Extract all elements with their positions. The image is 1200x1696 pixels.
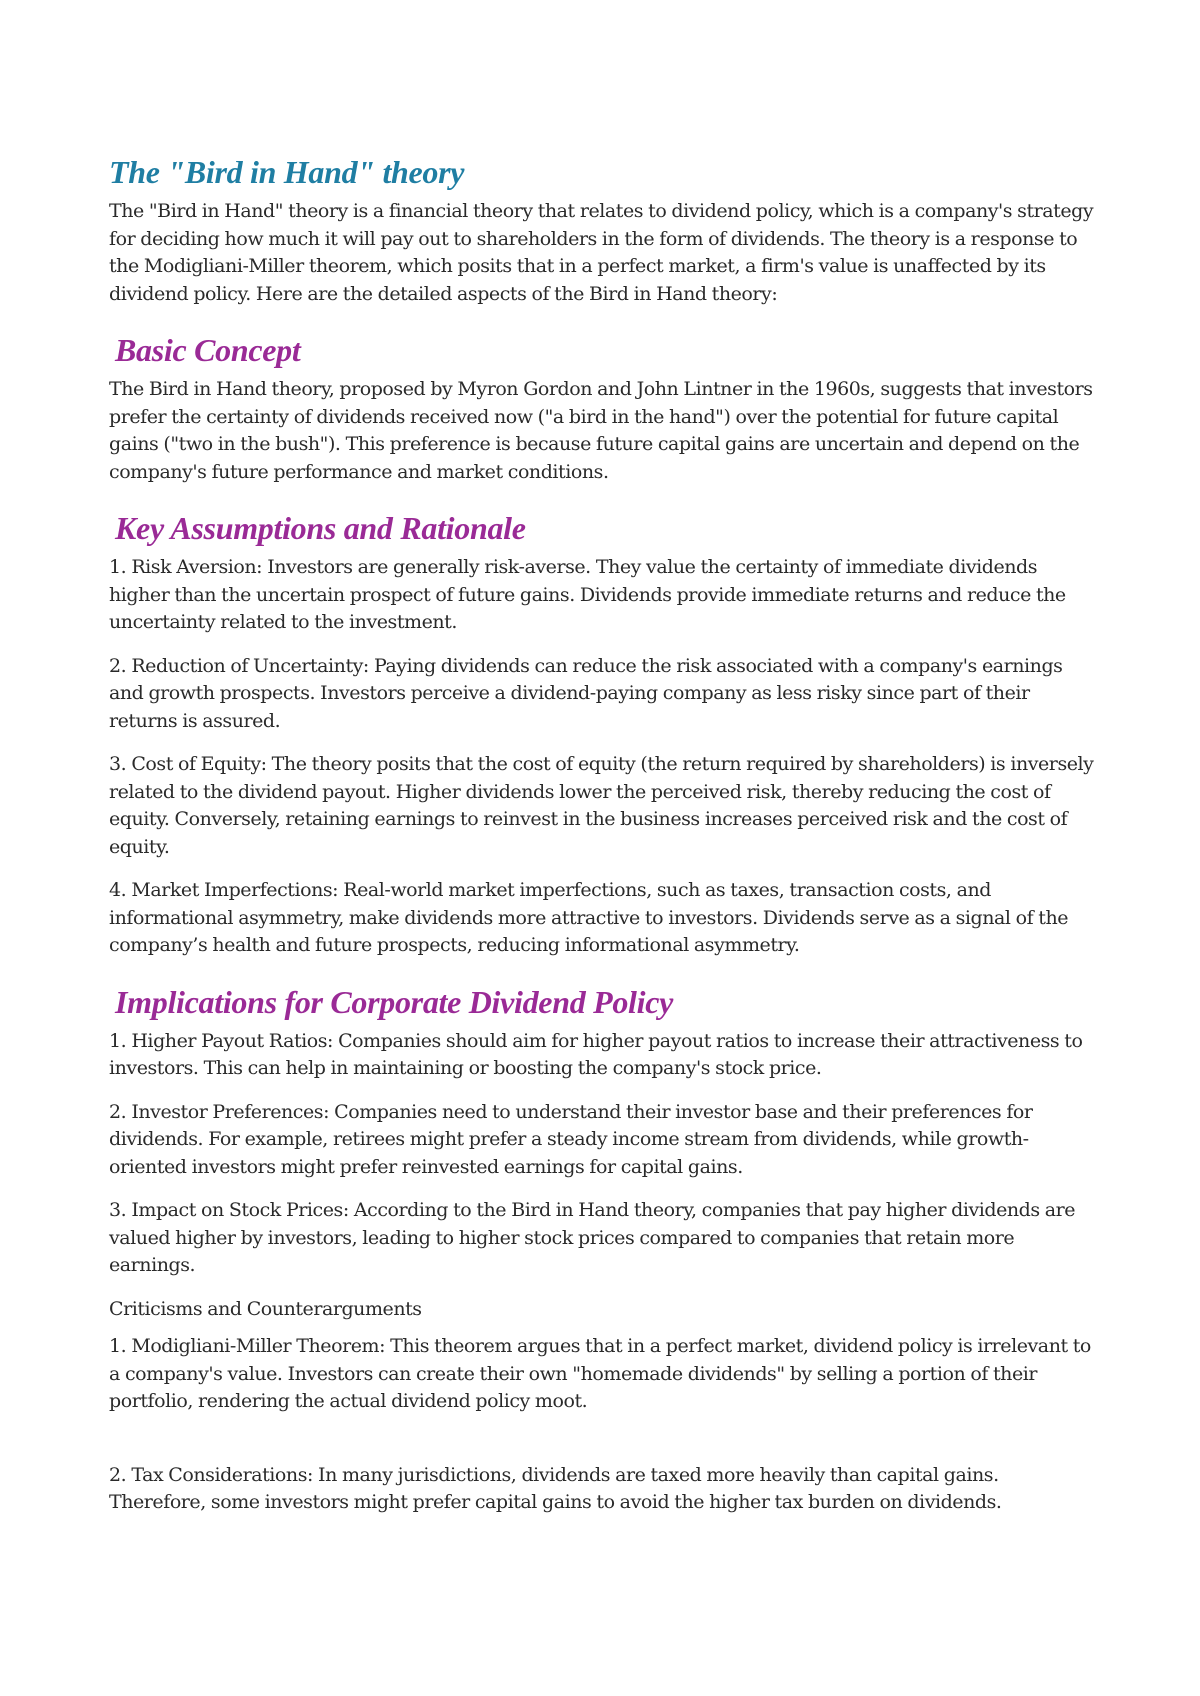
criticism-tax-considerations: 2. Tax Considerations: In many jurisdictions, dividends are taxed more heavily than capital gains. Therefore, some investors might prefer capital gains to avoid the higher tax burden on dividends.: [109, 1463, 1002, 1513]
implication-investor-preferences: 2. Investor Preferences: Companies need to understand their investor base and their preferences for dividends. For example, retirees might prefer a steady income stream from dividends, while growth-oriented investors might prefer reinvested earnings for capital gains.: [109, 1100, 1033, 1178]
criticisms-label: Criticisms and Counterarguments: [109, 1297, 422, 1320]
heading-key-assumptions: Key Assumptions and Rationale: [115, 510, 526, 546]
assumption-market-imperfections: 4. Market Imperfections: Real-world market imperfections, such as taxes, transaction costs, and informational asymmetry, make dividends more attractive to investors. Dividends serve as a signal of the company’s health and future prospects, reducing informational asymmetry.: [109, 879, 1069, 956]
assumption-risk-aversion: 1. Risk Aversion: Investors are generally risk-averse. They value the certainty of immediate dividends higher than the uncertain prospect of future gains. Dividends provide immediate returns and reduce the uncertainty related to the investment.: [109, 556, 1066, 633]
assumption-cost-of-equity: 3. Cost of Equity: The theory posits that the cost of equity (the return required by shareholders) is inversely related to the dividend payout. Higher dividends lower the perceived risk, thereby reducing the cost of equity. Conversely, retaining earnings to reinvest in the business increases perceived risk and the cost of equity.: [109, 753, 1094, 858]
implication-stock-prices: 3. Impact on Stock Prices: According to the Bird in Hand theory, companies that pay higher dividends are valued higher by investors, leading to higher stock prices compared to companies that retain more earnings.: [109, 1199, 1076, 1276]
criticism-modigliani-miller: 1. Modigliani-Miller Theorem: This theorem argues that in a perfect market, dividend policy is irrelevant to a company's value. Investors can create their own "homemade dividends" by selling a portion of their portfolio, rendering the actual dividend policy moot.: [109, 1335, 1091, 1412]
intro-paragraph: The "Bird in Hand" theory is a financial theory that relates to dividend policy, which is a company's strategy for deciding how much it will pay out to shareholders in the form of dividends. The theory is a response to the Modigliani-Miller theorem, which posits that in a perfect market, a firm's value is unaffected by its dividend policy. Here are the detailed aspects of the Bird in Hand theory:: [109, 200, 1094, 305]
basic-concept-paragraph: The Bird in Hand theory, proposed by Myron Gordon and John Lintner in the 1960s, suggests that investors prefer the certainty of dividends received now ("a bird in the hand") over the potential for future capital gains ("two in the bush"). This preference is because future capital gains are uncertain and depend on the company's future performance and market conditions.: [109, 378, 1093, 483]
document-title: The "Bird in Hand" theory: [109, 154, 465, 190]
implication-higher-payout: 1. Higher Payout Ratios: Companies should aim for higher payout ratios to increase their attractiveness to investors. This can help in maintaining or boosting the company's stock price.: [109, 1029, 1083, 1079]
heading-implications: Implications for Corporate Dividend Policy: [115, 983, 674, 1020]
document-page: [109, 150, 1099, 1533]
heading-basic-concept: Basic Concept: [115, 332, 301, 368]
assumption-reduction-of-uncertainty: 2. Reduction of Uncertainty: Paying dividends can reduce the risk associated with a company's earnings and growth prospects. Investors perceive a dividend-paying company as less risky since part of their returns is assured.: [109, 654, 1063, 732]
